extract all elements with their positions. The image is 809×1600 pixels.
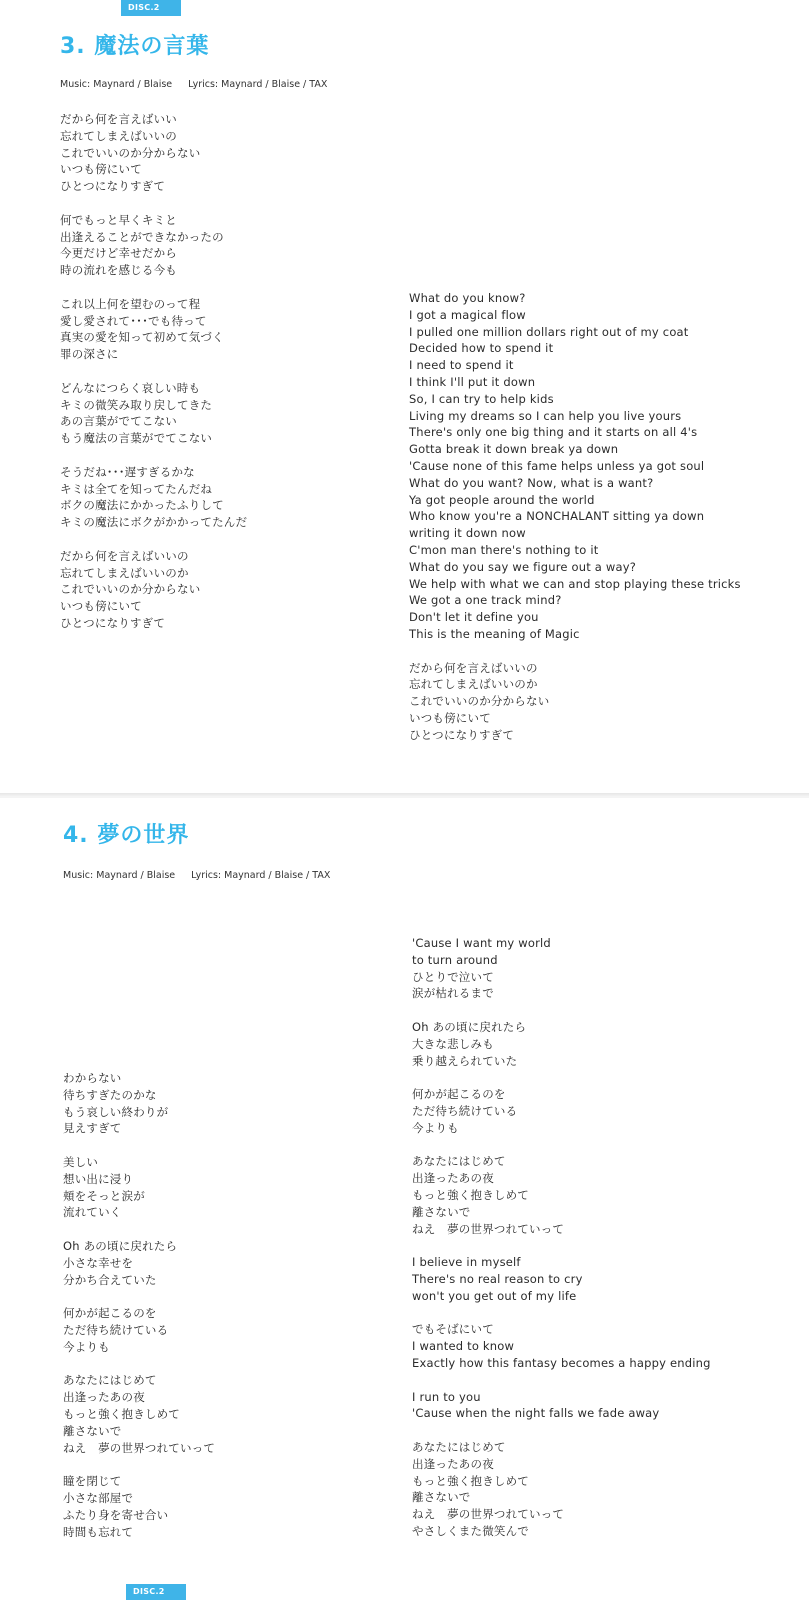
lyric-line: 出逢えることができなかったの [60,229,224,244]
lyric-line: あの言葉がでてこない [60,414,177,429]
lyric-line: そうだね･･･遅すぎるかな [60,464,195,479]
lyric-stanza [409,290,741,643]
lyric-line: What do you want? Now, what is a want? [409,475,654,490]
lyric-line: もっと強く抱きしめて [412,1473,529,1488]
lyrics-column-left [60,111,247,649]
lyric-line: 忘れてしまえばいいの [60,128,177,143]
lyric-line: いつも傍にいて [60,599,142,614]
lyric-stanza [60,212,247,279]
lyric-line: I wanted to know [412,1339,515,1354]
lyric-line: 何かが起こるのを [412,1087,506,1102]
lyric-line: I run to you [412,1389,481,1404]
lyric-line: writing it down now [409,526,526,541]
lyric-line: ひとつになりすぎて [60,615,166,630]
lyric-line: 出逢ったあの夜 [63,1390,145,1405]
lyric-line: キミは全てを知ってたんだね [60,481,213,496]
lyric-line: もう魔法の言葉がでてこない [60,431,213,446]
lyric-line: 'Cause I want my world [412,936,551,950]
lyric-line: 出逢ったあの夜 [412,1171,494,1186]
lyric-line: 離さないで [412,1204,471,1219]
lyric-line: どんなにつらく哀しい時も [60,380,201,395]
lyric-stanza [412,1254,711,1304]
lyric-line: 待ちすぎたのかな [63,1087,157,1102]
lyric-line: いつも傍にいて [409,710,491,725]
lyric-line: 忘れてしまえばいいのか [409,677,538,692]
lyric-line: Living my dreams so I can help you live yours [409,408,682,423]
lyric-stanza [412,1086,711,1136]
lyric-line: 分かち合えていた [63,1272,157,1287]
lyric-line: C'mon man there's nothing to it [409,542,599,557]
lyric-line: ただ待ち続けている [63,1322,169,1337]
lyric-line: もっと強く抱きしめて [63,1406,180,1421]
disc-tab: DISC.2 [121,0,181,16]
lyric-line: いつも傍にいて [60,162,142,177]
lyric-line: わからない [63,1071,122,1085]
lyric-line: We help with what we can and stop playing these tricks [409,576,741,591]
lyric-line: これ以上何を望むのって程 [60,296,201,311]
lyric-line: 出逢ったあの夜 [412,1456,494,1471]
lyric-line: やさしくまた微笑んで [412,1523,529,1538]
lyric-line: だから何を言えばいい [60,112,177,126]
lyric-line: What do you say we figure out a way? [409,559,637,574]
lyric-line: Decided how to spend it [409,341,554,356]
lyric-line: Ya got people around the world [409,492,595,507]
lyric-stanza [63,1372,215,1456]
lyric-line: あなたにはじめて [412,1439,506,1454]
lyric-line: This is the meaning of Magic [409,626,580,641]
lyric-stanza [63,1473,215,1540]
song-credits [63,870,330,881]
lyric-line: 瞳を閉じて [63,1474,122,1489]
lyric-line: ひとりで泣いて [412,969,494,984]
song-credits [60,79,327,90]
lyric-line: There's only one big thing and it starts on all 4's [409,425,698,440]
lyric-line: Who know you're a NONCHALANT sitting ya down [409,509,705,524]
lyrics-page-song-4 [0,798,809,1600]
lyric-line: 何でもっと早くキミと [60,212,177,227]
lyrics-credit: Lyrics: Maynard / Blaise / TAX [191,870,331,881]
lyric-stanza [412,1321,711,1371]
lyric-line: Oh あの頃に戻れたら [63,1238,178,1253]
lyric-line: だから何を言えばいいの [409,660,538,675]
lyric-line: ボクの魔法にかかったふりして [60,498,224,513]
lyric-line: ひとつになりすぎて [60,179,166,194]
lyric-line: 美しい [63,1154,99,1169]
lyric-line: 'Cause none of this fame helps unless ya got soul [409,458,705,473]
lyric-stanza [60,464,247,531]
lyric-stanza [409,660,741,744]
lyric-line: もう哀しい終わりが [63,1104,169,1119]
lyric-line: 大きな悲しみも [412,1036,494,1051]
song-title: 3. 魔法の言葉 [60,34,210,59]
lyric-line: 涙が枯れるまで [412,986,494,1001]
lyric-line: I need to spend it [409,358,514,373]
lyric-line: 小さな幸せを [63,1255,134,1270]
lyric-line: だから何を言えばいいの [60,548,189,563]
lyric-line: So, I can try to help kids [409,391,554,406]
disc-tab: DISC.2 [126,1584,186,1600]
lyric-line: 真実の愛を知って初めて気づく [60,330,224,345]
lyric-line: What do you know? [409,291,526,305]
lyric-line: ねえ 夢の世界つれていって [63,1440,216,1455]
lyric-line: 頬をそっと涙が [63,1188,145,1203]
lyric-line: I believe in myself [412,1255,521,1270]
lyric-line: 離さないで [412,1490,471,1505]
lyrics-credit: Lyrics: Maynard / Blaise / TAX [188,79,328,90]
music-credit: Music: Maynard / Blaise [60,79,173,90]
lyric-line: 乗り越えられていた [412,1053,518,1068]
lyric-line: もっと強く抱きしめて [412,1187,529,1202]
lyric-line: 時の流れを感じる今も [60,263,177,278]
lyric-stanza [63,1070,215,1137]
lyric-line: 罪の深さに [60,347,119,362]
lyric-line: ただ待ち続けている [412,1103,518,1118]
lyric-line: 離さないで [63,1423,122,1438]
lyric-line: ねえ 夢の世界つれていって [412,1221,565,1236]
lyric-line: I got a magical flow [409,307,526,322]
lyric-stanza [412,1019,711,1069]
lyrics-column-right [412,935,711,1556]
lyric-line: Oh あの頃に戻れたら [412,1019,527,1034]
lyrics-column-left [63,1070,215,1557]
lyric-stanza [63,1154,215,1221]
lyric-stanza [60,548,247,632]
lyric-line: 何かが起こるのを [63,1306,157,1321]
lyric-line: Don't let it define you [409,610,539,625]
lyric-line: won't you get out of my life [412,1288,577,1303]
lyric-line: これでいいのか分からない [409,694,550,709]
song-title: 4. 夢の世界 [63,823,190,848]
lyric-line: 愛し愛されて･･･でも待って [60,313,207,328]
lyric-line: キミの魔法にボクがかかってたんだ [60,515,248,530]
lyric-line: 今よりも [412,1120,459,1135]
lyric-line: 見えすぎて [63,1121,122,1136]
lyric-line: 今よりも [63,1339,110,1354]
lyric-line: I think I'll put it down [409,374,536,389]
lyrics-column-right [409,290,741,760]
lyric-stanza [412,1389,711,1423]
lyric-line: 想い出に浸り [63,1171,134,1186]
lyric-line: 小さな部屋で [63,1490,134,1505]
music-credit: Music: Maynard / Blaise [63,870,176,881]
lyric-line: ねえ 夢の世界つれていって [412,1507,565,1522]
lyric-line: 時間も忘れて [63,1524,134,1539]
lyric-line: ひとつになりすぎて [409,727,515,742]
lyric-line: キミの微笑み取り戻してきた [60,397,213,412]
lyric-line: これでいいのか分からない [60,145,201,160]
lyric-stanza [60,111,247,195]
lyric-line: でもそばにいて [412,1322,494,1337]
lyric-line: 'Cause when the night falls we fade away [412,1406,660,1421]
lyric-line: Gotta break it down break ya down [409,442,619,457]
lyric-line: あなたにはじめて [63,1373,157,1388]
lyric-line: to turn around [412,952,498,967]
lyric-line: あなたにはじめて [412,1154,506,1169]
lyric-stanza [412,1153,711,1237]
lyric-stanza [412,935,711,1002]
lyric-line: これでいいのか分からない [60,582,201,597]
lyric-line: 忘れてしまえばいいのか [60,565,189,580]
lyrics-page-song-3 [0,0,809,795]
lyric-line: Exactly how this fantasy becomes a happy ending [412,1355,711,1370]
lyric-line: I pulled one million dollars right out of my coat [409,324,689,339]
lyric-stanza [63,1305,215,1355]
lyric-stanza [60,380,247,447]
lyric-stanza [412,1439,711,1540]
lyric-line: ふたり身を寄せ合い [63,1507,169,1522]
lyric-line: 今更だけど幸せだから [60,246,177,261]
lyric-line: 流れていく [63,1205,122,1220]
lyric-line: We got a one track mind? [409,593,562,608]
lyric-stanza [63,1238,215,1288]
lyric-stanza [60,296,247,363]
lyric-line: There's no real reason to cry [412,1271,583,1286]
